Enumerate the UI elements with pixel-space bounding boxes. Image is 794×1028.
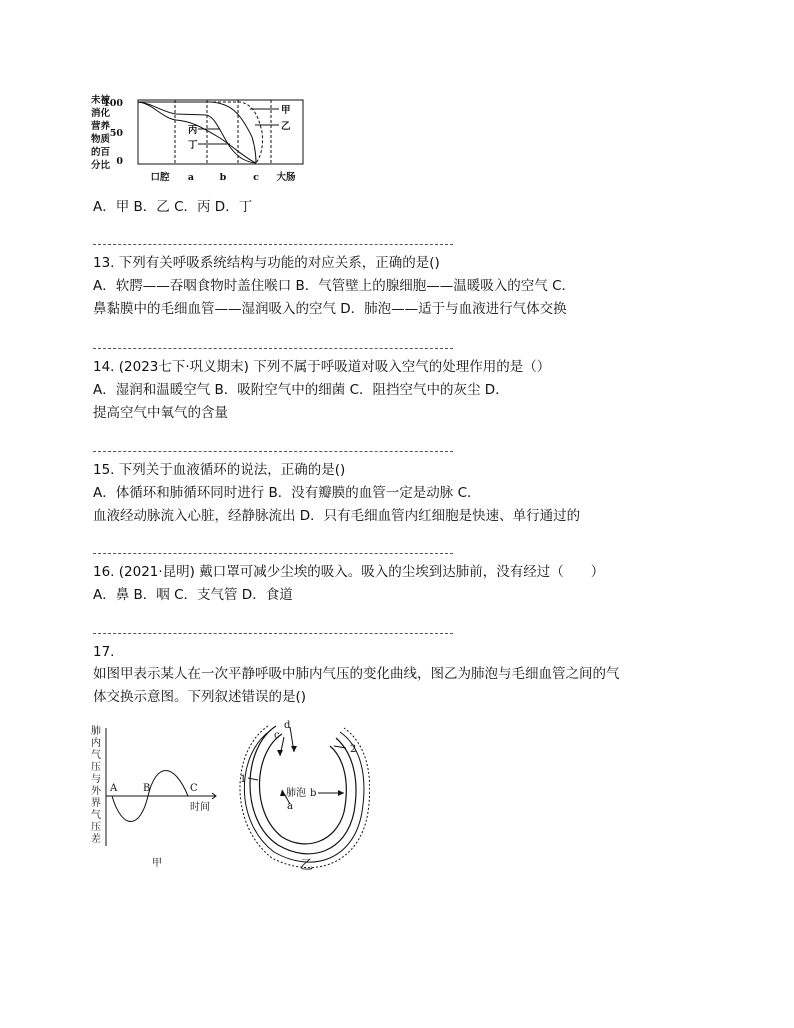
point-c-label: C <box>190 783 198 794</box>
pressure-ylabel-char: 压 <box>91 762 101 773</box>
q17-number: 17. <box>93 644 115 660</box>
pointer-1 <box>248 778 258 780</box>
separator <box>93 348 453 349</box>
curve-label-jia: 甲 <box>281 105 291 116</box>
graph-ylabel-line: 未被 <box>91 95 111 106</box>
pressure-ylabel-char: 气 <box>91 810 101 821</box>
time-axis-label: 时间 <box>190 802 210 813</box>
pressure-ylabel-char: 外 <box>91 786 101 797</box>
curve-label-yi: 乙 <box>281 121 291 132</box>
q15-options-line: A．体循环和肺循环同时进行 B．没有瓣膜的血管一定是动脉 C． <box>93 485 481 501</box>
graph-ylabel-line: 营养 <box>91 121 111 132</box>
curve-jia <box>138 102 263 163</box>
graph-ylabel-line: 分比 <box>91 160 111 171</box>
figure-caption-jia: 甲 <box>152 858 162 869</box>
q13-stem: 13. 下列有关呼吸系统结构与功能的对应关系，正确的是() <box>93 255 440 271</box>
arrow-head <box>291 746 297 752</box>
graph-xtick: b <box>219 172 227 183</box>
q16-options-line: A．鼻 B．咽 C．支气管 D．食道 <box>93 587 293 603</box>
figure-caption-yi: 乙 <box>300 858 314 873</box>
graph-xtick: 大肠 <box>276 172 296 183</box>
pressure-ylabel-char: 与 <box>91 774 101 785</box>
label-d: d <box>284 720 291 731</box>
graph-ylabel-line: 物质 <box>91 134 111 145</box>
label-2: 2 <box>350 744 357 755</box>
point-b-label: B <box>143 783 151 794</box>
q17-stem-line: 体交换示意图。下列叙述错误的是() <box>93 689 307 705</box>
graph-xtick: 口腔 <box>150 172 170 183</box>
pressure-ylabel-char: 差 <box>91 834 101 845</box>
curve-label-bing: 丙 <box>188 125 198 136</box>
q13-options-line: 鼻黏膜中的毛细血管——湿润吸入的空气 D．肺泡——适于与血液进行气体交换 <box>93 301 567 317</box>
digestion-graph <box>90 92 310 187</box>
graph-ytick: 100 <box>103 98 123 109</box>
q17-stem-line: 如图甲表示某人在一次平静呼吸中肺内气压的变化曲线，图乙为肺泡与毛细血管之间的气 <box>93 666 620 682</box>
pressure-ylabel-char: 内 <box>91 738 101 749</box>
q15-stem: 15. 下列关于血液循环的说法，正确的是() <box>93 462 346 478</box>
separator <box>93 633 453 634</box>
graph-ytick: 50 <box>109 128 123 139</box>
label-a: a <box>287 801 293 812</box>
pressure-graph <box>90 718 230 874</box>
arrow-head <box>277 750 283 756</box>
q14-options-line: 提高空气中氧气的含量 <box>93 405 228 421</box>
pressure-ylabel-char: 肺 <box>91 726 101 737</box>
graph-xtick: a <box>187 172 195 183</box>
point-a-label: A <box>110 783 118 794</box>
pressure-ylabel-char: 压 <box>91 822 101 833</box>
graph-ylabel-line: 的百 <box>91 147 111 158</box>
arrow-head <box>338 790 344 796</box>
q12-options: A．甲 B．乙 C．丙 D．丁 <box>93 199 253 215</box>
q15-options-line: 血液经动脉流入心脏，经静脉流出 D．只有毛细血管内红细胞是快速、单行通过的 <box>93 508 581 524</box>
q14-stem: 14. (2023七下·巩义期末) 下列不属于呼吸道对吸入空气的处理作用的是（） <box>93 359 551 375</box>
pressure-ylabel-char: 界 <box>91 798 101 809</box>
graph-ylabel-line: 消化 <box>91 108 111 119</box>
separator <box>93 244 453 245</box>
separator <box>93 451 453 452</box>
graph-ytick: 0 <box>116 156 123 167</box>
q14-options-line: A．湿润和温暖空气 B．吸附空气中的细菌 C．阻挡空气中的灰尘 D． <box>93 382 509 398</box>
label-alveolus: 肺泡 <box>286 788 306 799</box>
label-1: 1 <box>240 774 247 785</box>
label-c: c <box>274 730 280 741</box>
graph-xtick: c <box>253 172 259 183</box>
alveolus-diagram <box>234 712 370 872</box>
pressure-ylabel-char: 气 <box>91 750 101 761</box>
q16-stem: 16. (2021·昆明) 戴口罩可减少尘埃的吸入。吸入的尘埃到达肺前，没有经过（ ） <box>93 564 605 580</box>
label-b: b <box>310 788 317 799</box>
curve-label-ding: 丁 <box>188 140 198 151</box>
separator <box>93 553 453 554</box>
q13-options-line: A．软腭——吞咽食物时盖住喉口 B．气管壁上的腺细胞——温暖吸入的空气 C． <box>93 278 576 294</box>
